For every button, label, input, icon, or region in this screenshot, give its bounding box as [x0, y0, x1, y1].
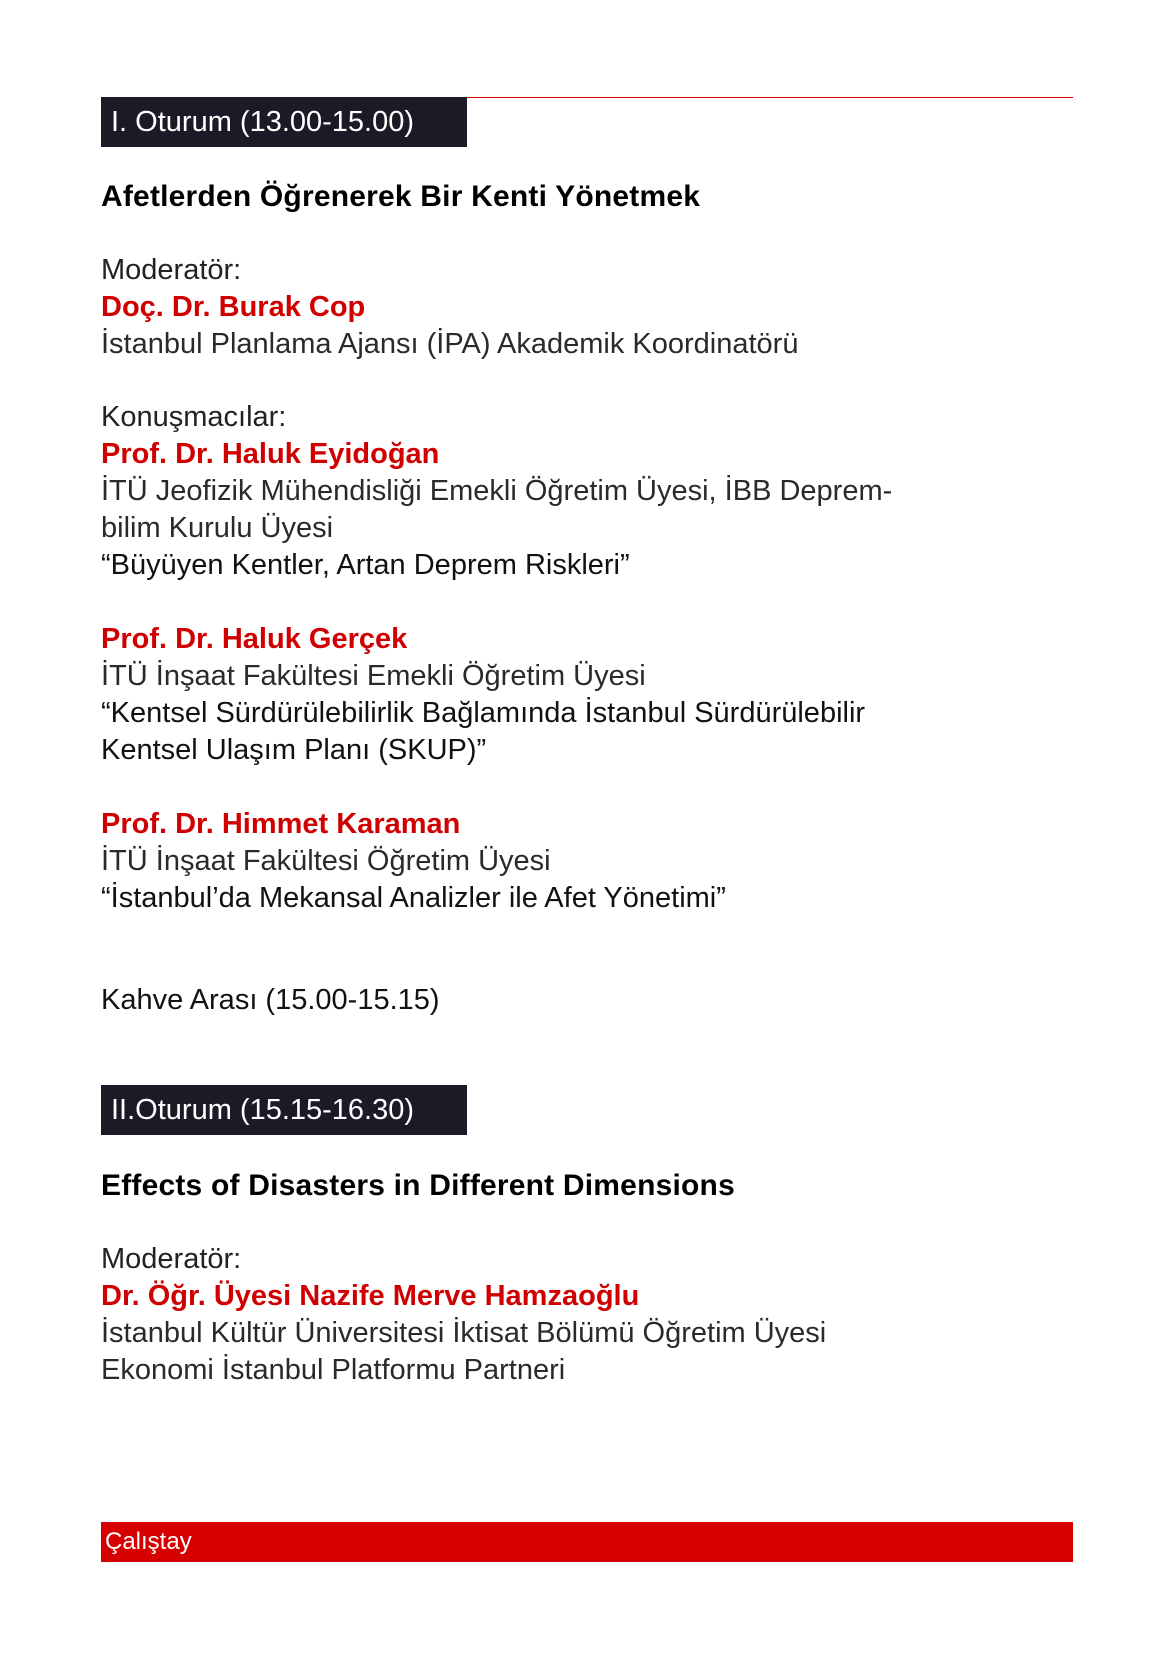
speaker-affiliation-cont: bilim Kurulu Üyesi [101, 512, 334, 544]
session1-moderator-affiliation: İstanbul Planlama Ajansı (İPA) Akademik Koordinatörü [101, 328, 799, 360]
footer-bar [101, 1522, 1073, 1562]
session1-divider [467, 97, 1073, 98]
speaker-affiliation: İTÜ İnşaat Fakültesi Öğretim Üyesi [101, 845, 551, 877]
session2-label: II.Oturum (15.15-16.30) [101, 1085, 467, 1135]
session1-speakers-label: Konuşmacılar: [101, 401, 287, 433]
speaker-item [101, 436, 1061, 584]
speaker-item [101, 621, 1061, 769]
session2-title: Effects of Disasters in Different Dimensions [101, 1169, 735, 1202]
speaker-item [101, 806, 1061, 917]
session2-moderator-affiliation-cont: Ekonomi İstanbul Platformu Partneri [101, 1354, 566, 1386]
speaker-talk-title: “Büyüyen Kentler, Artan Deprem Riskleri” [101, 549, 630, 581]
session1-title: Afetlerden Öğrenerek Bir Kenti Yönetmek [101, 180, 701, 213]
speaker-talk-title: “İstanbul’da Mekansal Analizler ile Afet Yönetimi” [101, 882, 726, 914]
speaker-talk-title: “Kentsel Sürdürülebilirlik Bağlamında İstanbul Sürdürülebilir [101, 697, 866, 729]
speaker-name: Prof. Dr. Haluk Eyidoğan [101, 438, 440, 470]
session1-header [101, 97, 467, 147]
speaker-affiliation: İTÜ İnşaat Fakültesi Emekli Öğretim Üyesi [101, 660, 646, 692]
session2-header [101, 1085, 467, 1135]
coffee-break: Kahve Arası (15.00-15.15) [101, 984, 440, 1016]
speaker-talk-title-cont: Kentsel Ulaşım Planı (SKUP)” [101, 734, 487, 766]
session2-moderator-name: Dr. Öğr. Üyesi Nazife Merve Hamzaoğlu [101, 1280, 640, 1312]
session2-moderator-label: Moderatör: [101, 1243, 242, 1275]
session2-moderator-affiliation: İstanbul Kültür Üniversitesi İktisat Bölümü Öğretim Üyesi [101, 1317, 827, 1349]
footer-label: Çalıştay [105, 1528, 192, 1555]
session1-moderator-label: Moderatör: [101, 254, 242, 286]
speaker-affiliation: İTÜ Jeofizik Mühendisliği Emekli Öğretim Üyesi, İBB Deprem- [101, 475, 893, 507]
session1-moderator-name: Doç. Dr. Burak Cop [101, 291, 366, 323]
session1-label: I. Oturum (13.00-15.00) [101, 97, 467, 147]
speaker-name: Prof. Dr. Haluk Gerçek [101, 623, 408, 655]
session1-speakers-block [101, 399, 1061, 917]
session1-moderator-block [101, 252, 1061, 363]
speaker-name: Prof. Dr. Himmet Karaman [101, 808, 461, 840]
session2-moderator-block [101, 1241, 1061, 1389]
